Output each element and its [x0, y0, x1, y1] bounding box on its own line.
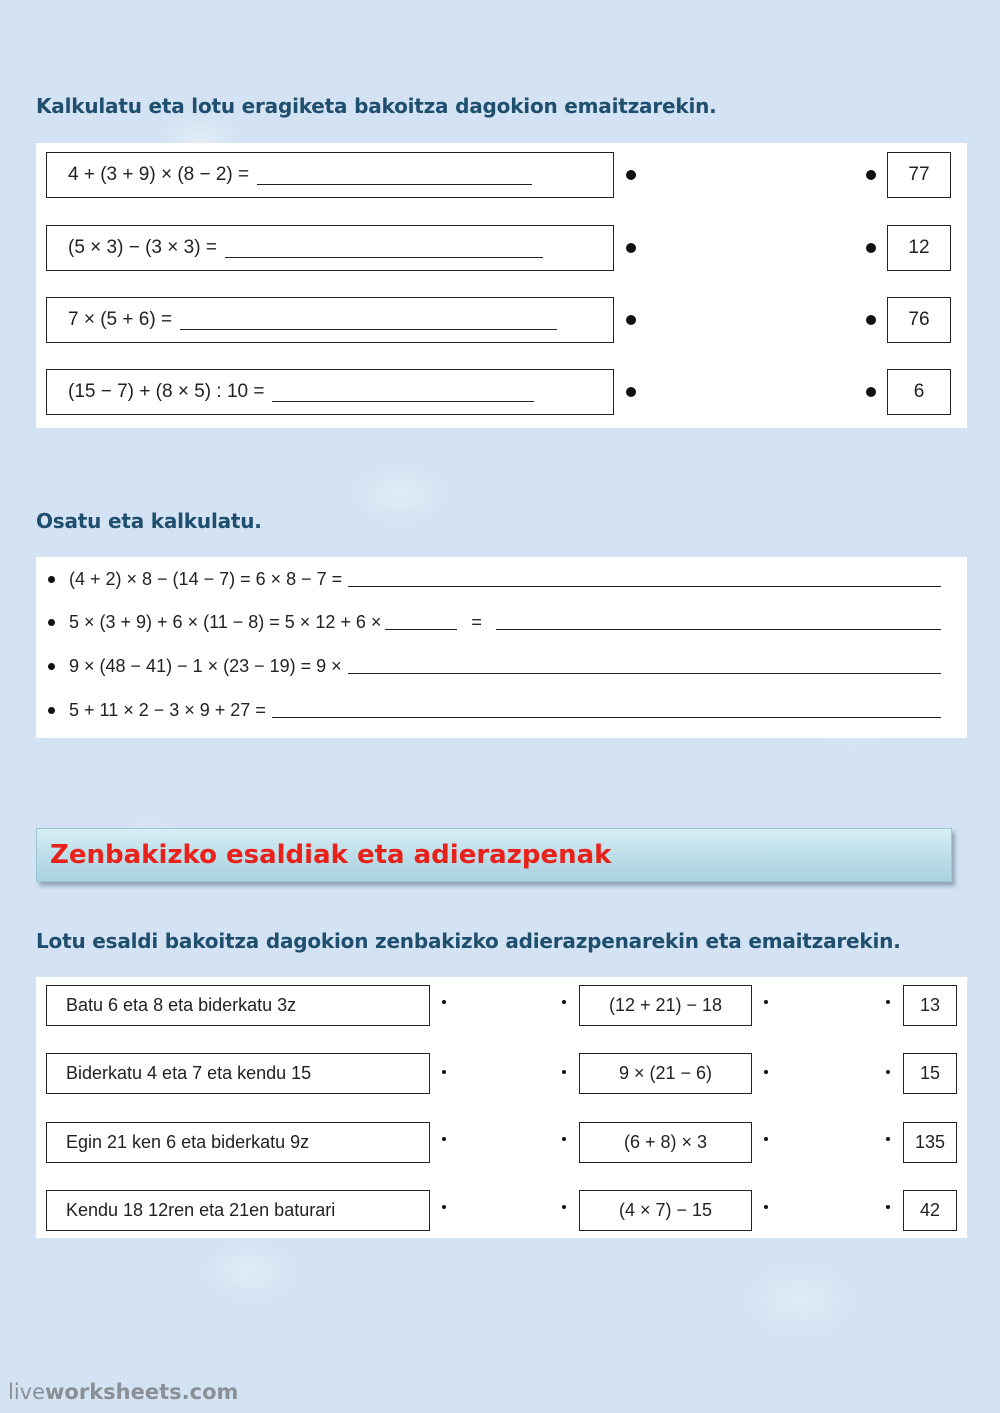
- sentence-text: Batu 6 eta 8 eta biderkatu 3z: [66, 995, 297, 1015]
- match-dot-left[interactable]: [626, 243, 636, 253]
- answer-line[interactable]: [272, 717, 941, 718]
- result-text: 6: [913, 381, 925, 402]
- sentence-text: Egin 21 ken 6 eta biderkatu 9z: [66, 1132, 310, 1152]
- expression-text: 9 × (21 − 6): [618, 1063, 713, 1083]
- expression-box-1: [579, 985, 752, 1026]
- bullet-icon: [48, 619, 55, 626]
- answer-line[interactable]: [272, 401, 534, 402]
- result-text: 77: [908, 164, 930, 185]
- sentence-box-1: [46, 985, 430, 1026]
- task-text: (4 + 2) × 8 − (14 − 7) = 6 × 8 − 7 =: [69, 568, 343, 589]
- result-text: 12: [908, 237, 930, 258]
- match-dot-expression-right[interactable]: [764, 1205, 768, 1209]
- match-dot-result[interactable]: [886, 1205, 890, 1209]
- expression-text: (6 + 8) × 3: [623, 1132, 708, 1152]
- match-dot-expression-right[interactable]: [764, 1070, 768, 1074]
- expression-box-1: [46, 152, 614, 198]
- result-box-2: [887, 225, 951, 271]
- footer-brand: [8, 1380, 238, 1404]
- answer-line[interactable]: [496, 629, 941, 630]
- bullet-icon: [48, 663, 55, 670]
- expression-box-4: [46, 369, 614, 415]
- match-dot-left[interactable]: [626, 315, 636, 325]
- task-text: 5 + 11 × 2 − 3 × 9 + 27 =: [69, 699, 266, 720]
- result-box-3: [903, 1122, 957, 1163]
- brand-light: live: [8, 1380, 46, 1404]
- match-dot-expression-left[interactable]: [562, 1000, 566, 1004]
- sentence-box-2: [46, 1053, 430, 1094]
- section-banner: [36, 828, 952, 882]
- section1-title: Kalkulatu eta lotu eragiketa bakoitza dagokion emaitzarekin.: [36, 94, 717, 118]
- match-dot-left[interactable]: [626, 170, 636, 180]
- match-dot-expression-left[interactable]: [562, 1205, 566, 1209]
- expression-box-2: [46, 225, 614, 271]
- section3-panel: [36, 977, 967, 1238]
- expression-box-3: [579, 1122, 752, 1163]
- section1-panel: [36, 143, 967, 428]
- match-dot-left[interactable]: [626, 387, 636, 397]
- match-dot-result[interactable]: [886, 1137, 890, 1141]
- expression-text: (12 + 21) − 18: [608, 995, 723, 1015]
- match-dot-result[interactable]: [886, 1000, 890, 1004]
- task-equals: =: [471, 611, 482, 632]
- result-box-4: [887, 369, 951, 415]
- expression-text: (5 × 3) − (3 × 3) =: [68, 237, 217, 258]
- match-dot-right[interactable]: [866, 315, 876, 325]
- bullet-icon: [48, 576, 55, 583]
- answer-line[interactable]: [348, 673, 941, 674]
- match-dot-right[interactable]: [866, 387, 876, 397]
- match-dot-sentence[interactable]: [442, 1000, 446, 1004]
- task-text: 5 × (3 + 9) + 6 × (11 − 8) = 5 × 12 + 6 ×: [69, 611, 382, 632]
- answer-line[interactable]: [180, 329, 557, 330]
- brand-bold: worksheets: [45, 1380, 182, 1404]
- bullet-icon: [48, 707, 55, 714]
- match-dot-expression-left[interactable]: [562, 1137, 566, 1141]
- result-box-1: [903, 985, 957, 1026]
- task-row-4: [48, 696, 941, 724]
- sentence-text: Kendu 18 12ren eta 21en baturari: [66, 1200, 336, 1220]
- match-dot-expression-right[interactable]: [764, 1000, 768, 1004]
- result-box-4: [903, 1190, 957, 1231]
- sentence-box-4: [46, 1190, 430, 1231]
- result-box-2: [903, 1053, 957, 1094]
- sentence-text: Biderkatu 4 eta 7 eta kendu 15: [66, 1063, 312, 1083]
- expression-text: (4 × 7) − 15: [618, 1200, 713, 1220]
- match-dot-expression-right[interactable]: [764, 1137, 768, 1141]
- result-text: 13: [919, 995, 941, 1015]
- match-dot-right[interactable]: [866, 243, 876, 253]
- expression-text: 4 + (3 + 9) × (8 − 2) =: [68, 164, 250, 185]
- match-dot-sentence[interactable]: [442, 1070, 446, 1074]
- task-row-1: [48, 565, 941, 593]
- result-text: 76: [908, 309, 930, 330]
- result-text: 42: [919, 1200, 941, 1220]
- match-dot-right[interactable]: [866, 170, 876, 180]
- answer-blank[interactable]: [385, 629, 457, 630]
- expression-box-3: [46, 297, 614, 343]
- match-dot-sentence[interactable]: [442, 1205, 446, 1209]
- section3-title: Lotu esaldi bakoitza dagokion zenbakizko adierazpenarekin eta emaitzarekin.: [36, 929, 901, 953]
- result-box-3: [887, 297, 951, 343]
- match-dot-sentence[interactable]: [442, 1137, 446, 1141]
- answer-line[interactable]: [348, 586, 941, 587]
- match-dot-expression-left[interactable]: [562, 1070, 566, 1074]
- answer-line[interactable]: [225, 257, 543, 258]
- result-text: 135: [914, 1132, 946, 1152]
- sentence-box-3: [46, 1122, 430, 1163]
- expression-text: 7 × (5 + 6) =: [68, 309, 173, 330]
- brand-tld: .com: [181, 1380, 239, 1404]
- expression-box-2: [579, 1053, 752, 1094]
- section2-title: Osatu eta kalkulatu.: [36, 509, 262, 533]
- task-text: 9 × (48 − 41) − 1 × (23 − 19) = 9 ×: [69, 655, 342, 676]
- result-text: 15: [919, 1063, 941, 1083]
- match-dot-result[interactable]: [886, 1070, 890, 1074]
- section2-panel: [36, 557, 967, 738]
- banner-title: Zenbakizko esaldiak eta adierazpenak: [50, 840, 612, 870]
- expression-text: (15 − 7) + (8 × 5) : 10 =: [68, 381, 265, 402]
- task-row-2: [48, 608, 941, 636]
- expression-box-4: [579, 1190, 752, 1231]
- result-box-1: [887, 152, 951, 198]
- answer-line[interactable]: [257, 184, 532, 185]
- task-row-3: [48, 652, 941, 680]
